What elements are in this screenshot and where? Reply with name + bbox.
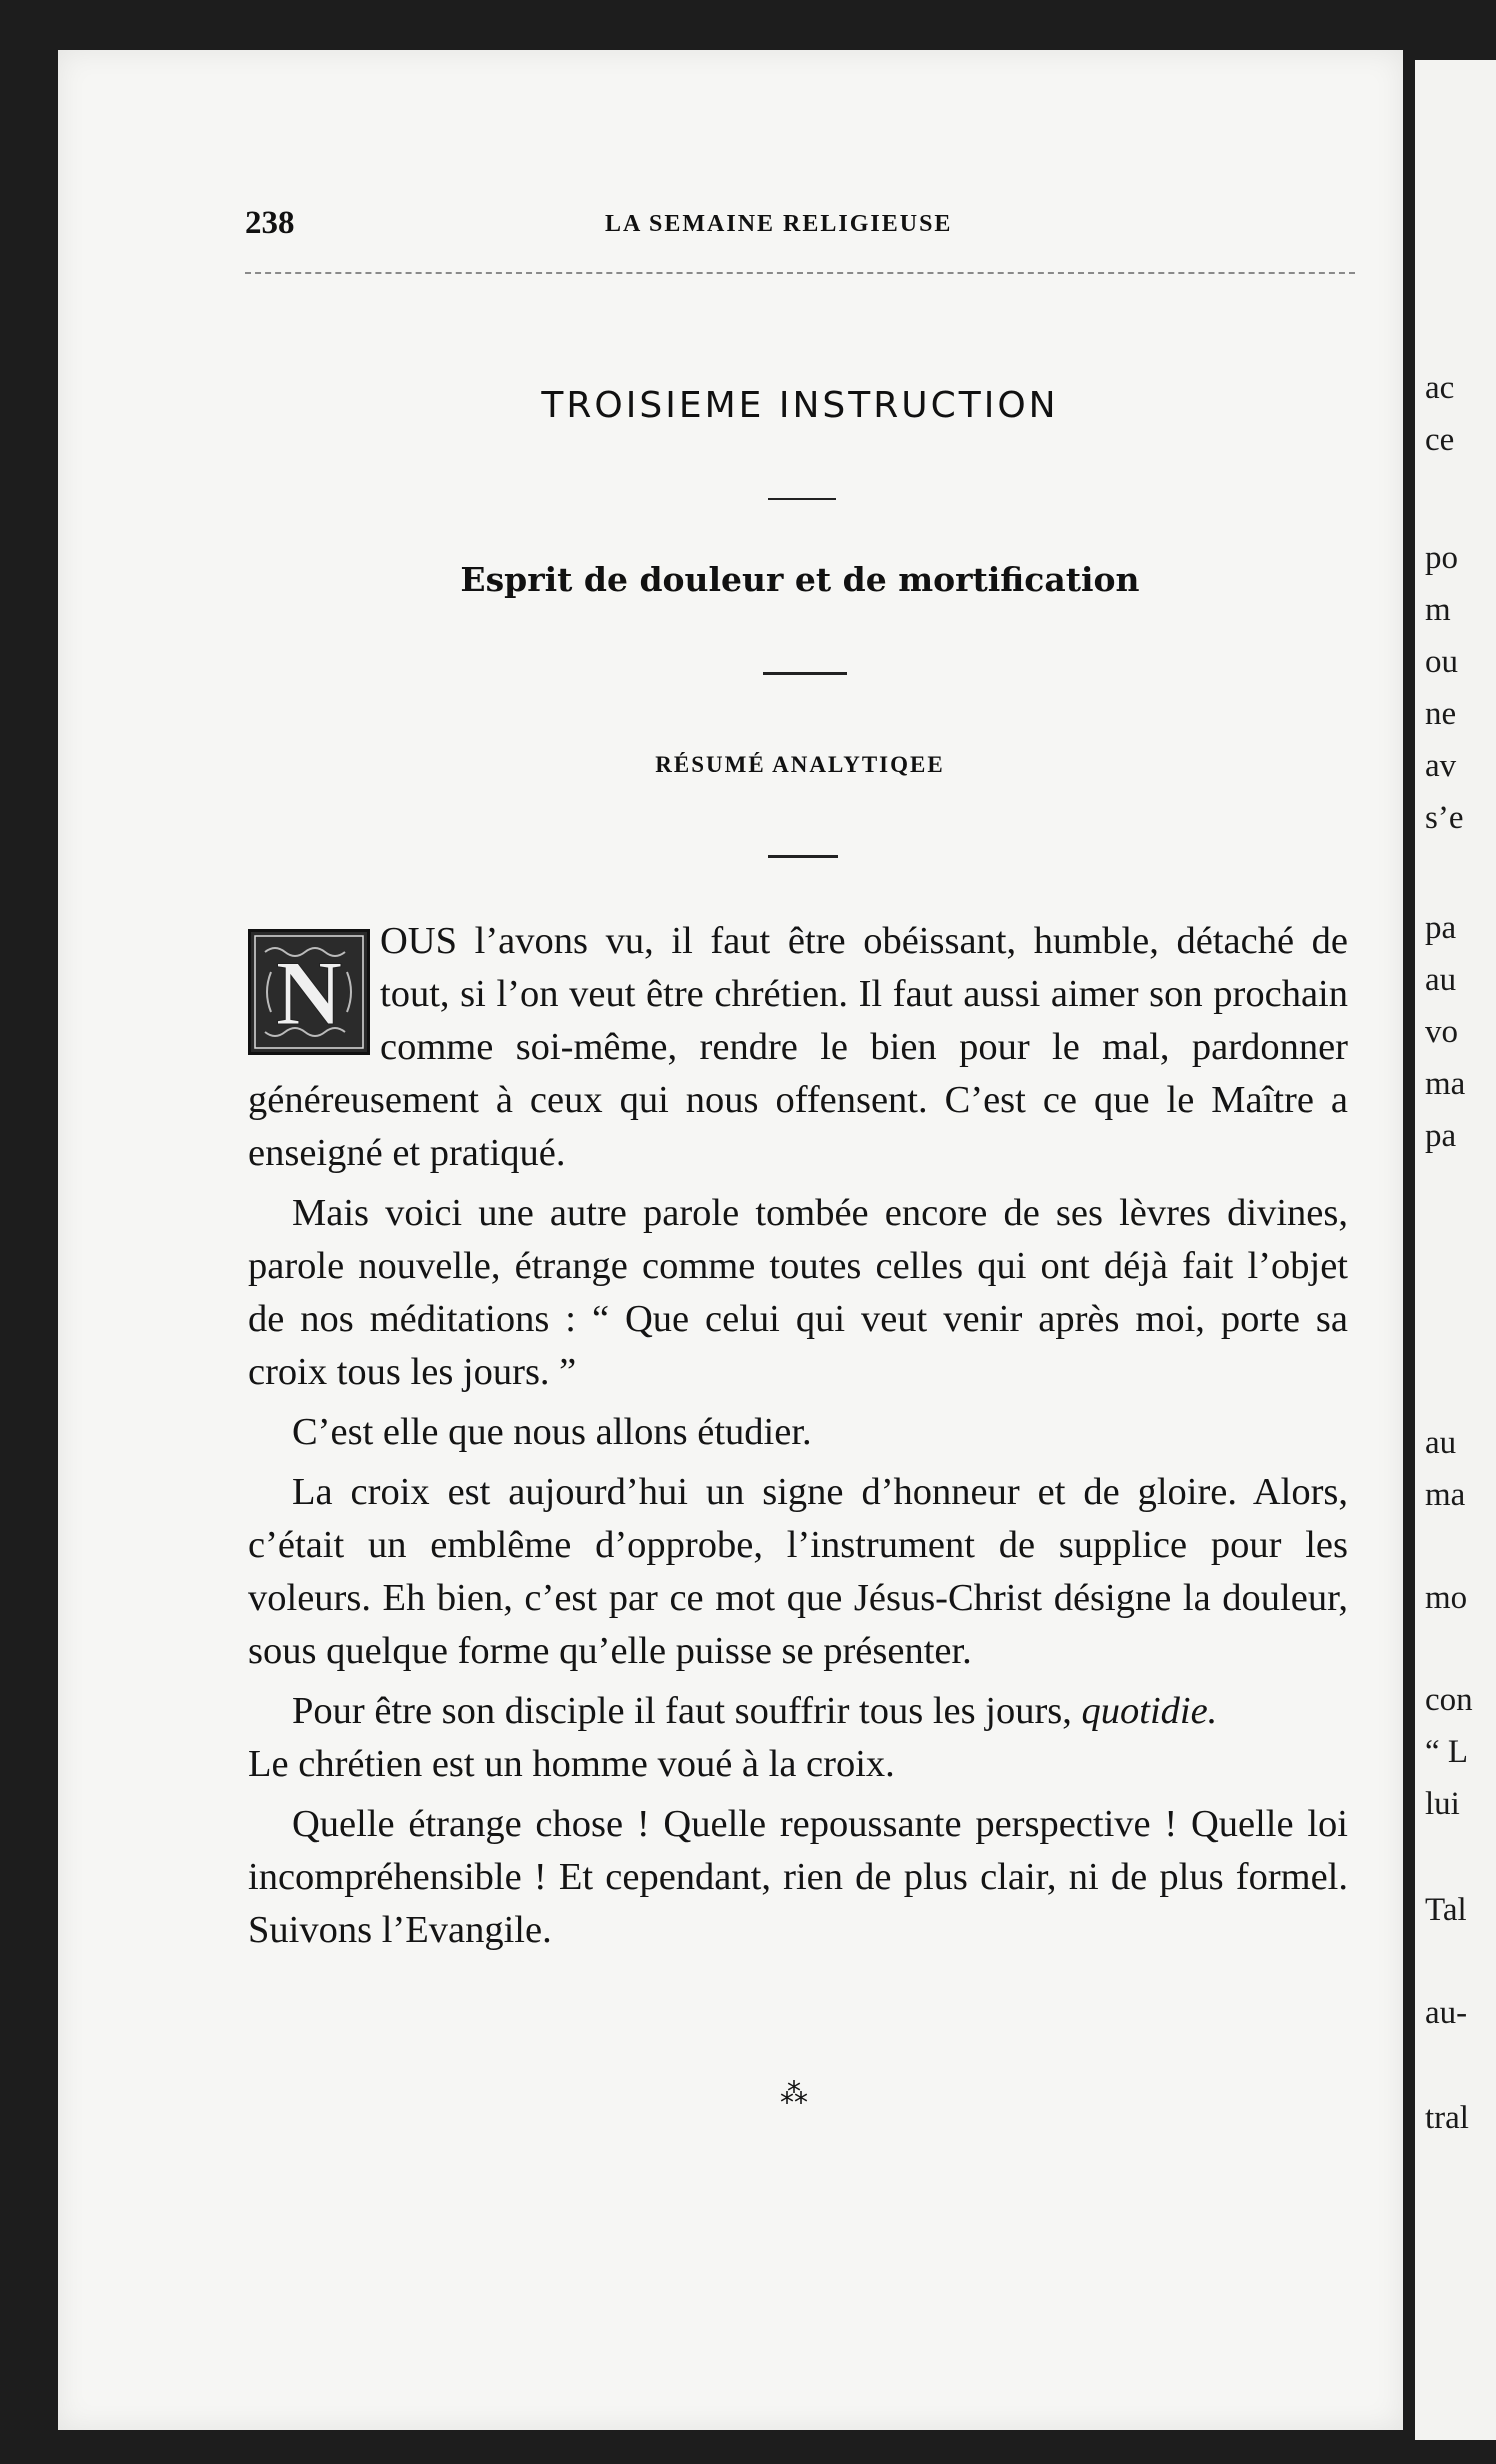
facing-fragment: tral [1425,2100,1469,2136]
page-header [245,205,1355,245]
facing-fragment: au [1425,962,1457,998]
paragraph-1-text: OUS l’avons vu, il faut être obéissant, humble, détaché de tout, si l’on veut être chrétien. Il faut aussi aimer son prochain comme soi-même, rendre le bien pour le mal, pardonner généreusement à ceux qui nous offensent. C’est ce que le Maître a enseigné et pratiqué. [248,920,1348,1174]
facing-fragment: au- [1425,1995,1468,2031]
title-divider [768,498,836,500]
running-head: LA SEMAINE RELIGIEUSE [605,211,953,237]
facing-fragment: con [1425,1682,1473,1718]
facing-page-edge [1415,60,1496,2440]
paragraph-4: La croix est aujourd’hui un signe d’honneur et de gloire. Alors, c’était un emblême d’opprobe, l’instrument de supplice pour les voleurs. Eh bien, c’est par ce mot que Jésus-Christ désigne la douleur, sous quelque forme qu’elle puisse se présenter. [248,1471,1348,1672]
paragraph-3: C’est elle que nous allons étudier. [292,1411,812,1453]
facing-fragment: ne [1425,696,1457,732]
facing-fragment: pa [1425,910,1457,946]
header-divider [245,272,1355,274]
facing-fragment: ac [1425,370,1455,406]
facing-fragment: m [1425,592,1451,628]
paragraph-1 [248,915,1348,1180]
facing-fragment: vo [1425,1014,1458,1050]
dropcap-letter: N [275,942,343,1044]
paragraph-2: Mais voici une autre parole tombée encore de ses lèvres divines, parole nouvelle, étrange comme toutes celles qui ont déjà fait l’objet de nos méditations : “ Que celui qui veut venir après moi, porte sa croix tous les jours. ” [248,1192,1348,1393]
facing-fragment: s’e [1425,800,1464,836]
chapter-subtitle: Esprit de douleur et de mortification [460,560,1140,599]
paragraph-5 [248,1685,1348,1791]
facing-fragment: ma [1425,1066,1466,1102]
paragraph-5-tail: Le chrétien est un homme voué à la croix. [248,1743,895,1785]
paragraph-6: Quelle étrange chose ! Quelle repoussante perspective ! Quelle loi incompréhensible ! Et cependant, rien de plus clair, ni de plus formel. Suivons l’Evangile. [248,1803,1348,1951]
facing-fragment: ma [1425,1477,1466,1513]
facing-fragment: mo [1425,1580,1468,1616]
paragraph-5-lead: Pour être son disciple il faut souffrir tous les jours, [292,1690,1072,1732]
subtitle-divider [763,672,847,675]
facing-fragment: ce [1425,422,1455,458]
facing-fragment: pa [1425,1118,1457,1154]
facing-fragment: lui [1425,1786,1460,1822]
facing-fragment: au [1425,1425,1457,1461]
paragraph-5-latin: quotidie. [1081,1690,1218,1732]
section-title: TROISIEME INSTRUCTION [541,385,1059,426]
facing-fragment: Tal [1425,1892,1467,1928]
section-asterism: ⁂ [780,2079,808,2110]
facing-fragment: ou [1425,644,1458,680]
facing-fragment: “ L [1425,1734,1469,1770]
summary-divider [768,855,838,858]
facing-fragment: po [1425,540,1458,576]
article-body [248,915,1348,1964]
page-number: 238 [245,205,295,241]
dropcap-ornament [248,929,370,1055]
summary-heading: RÉSUMÉ ANALYTIQEE [655,752,945,777]
facing-fragment: av [1425,748,1457,784]
